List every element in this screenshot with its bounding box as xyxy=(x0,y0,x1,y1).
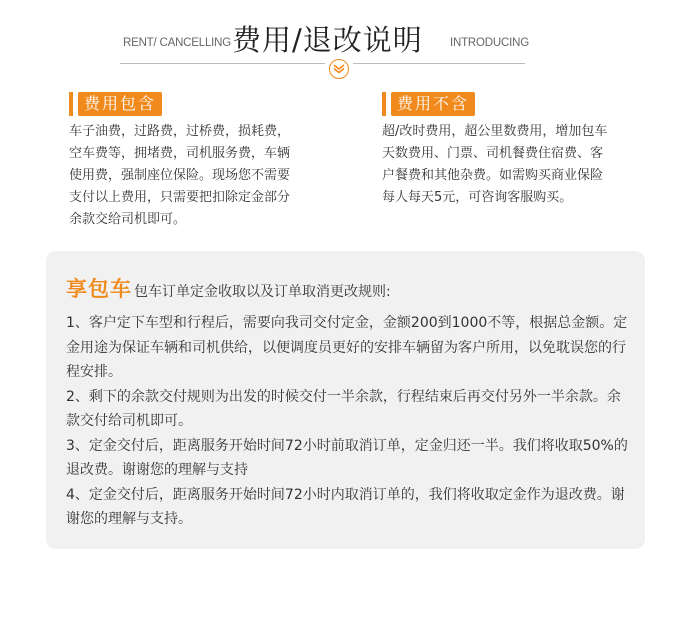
rules-panel-header xyxy=(66,273,391,303)
rule-item: 2、剩下的余款交付规则为出发的时候交付一半余款，行程结束后再交付另外一半余款。余款交付给司机即可。 xyxy=(66,388,621,429)
header-right-label: INTRODUCING xyxy=(450,37,529,49)
excluded-text: 超/改时费用，超公里数费用，增加包车 天数费用、门票、司机餐费住宿费、客 户餐费和其他杂费。如需购买商业保险 每人每天5元，可咨询客服购买。 xyxy=(382,124,608,205)
header-divider-left xyxy=(120,63,325,64)
page-title: 费用/退改说明 xyxy=(232,23,423,57)
included-text: 车子油费，过路费，过桥费，损耗费， 空车费等，拥堵费，司机服务费，车辆 使用费，强制座位保险。现场您不需要 支付以上费用，只需要把扣除定金部分 余款交给司机即可。 xyxy=(69,124,291,227)
page-header xyxy=(0,18,690,78)
rules-list xyxy=(66,311,631,532)
rule-item: 3、定金交付后，距离服务开始时间72小时前取消订单，定金归还一半。我们将收取50%的退改费。谢谢您的理解与支持 xyxy=(66,437,628,478)
rules-subtitle: 包车订单定金收取以及订单取消更改规则: xyxy=(134,284,391,300)
tag-accent-bar xyxy=(382,92,386,116)
rule-item: 1、客户定下车型和行程后，需要向我司交付定金，金额200到1000不等，根据总金额。定金用途为保证车辆和司机供给，以便调度员更好的安排车辆留为客户所用，以免耽误您的行程安排。 xyxy=(66,315,628,380)
chevron-down-icon xyxy=(329,59,349,79)
rules-panel xyxy=(46,251,645,549)
header-left-label: RENT/ CANCELLING xyxy=(123,37,231,49)
included-tag xyxy=(69,92,162,116)
rule-item: 4、定金交付后，距离服务开始时间72小时内取消订单的，我们将收取定金作为退改费。谢谢您的理解与支持。 xyxy=(66,486,625,527)
included-tag-label: 费用包含 xyxy=(78,92,162,116)
brand-name: 享包车 xyxy=(66,277,132,301)
tag-accent-bar xyxy=(69,92,73,116)
header-divider-right xyxy=(353,63,525,64)
excluded-tag-label: 费用不含 xyxy=(391,92,475,116)
excluded-tag xyxy=(382,92,475,116)
